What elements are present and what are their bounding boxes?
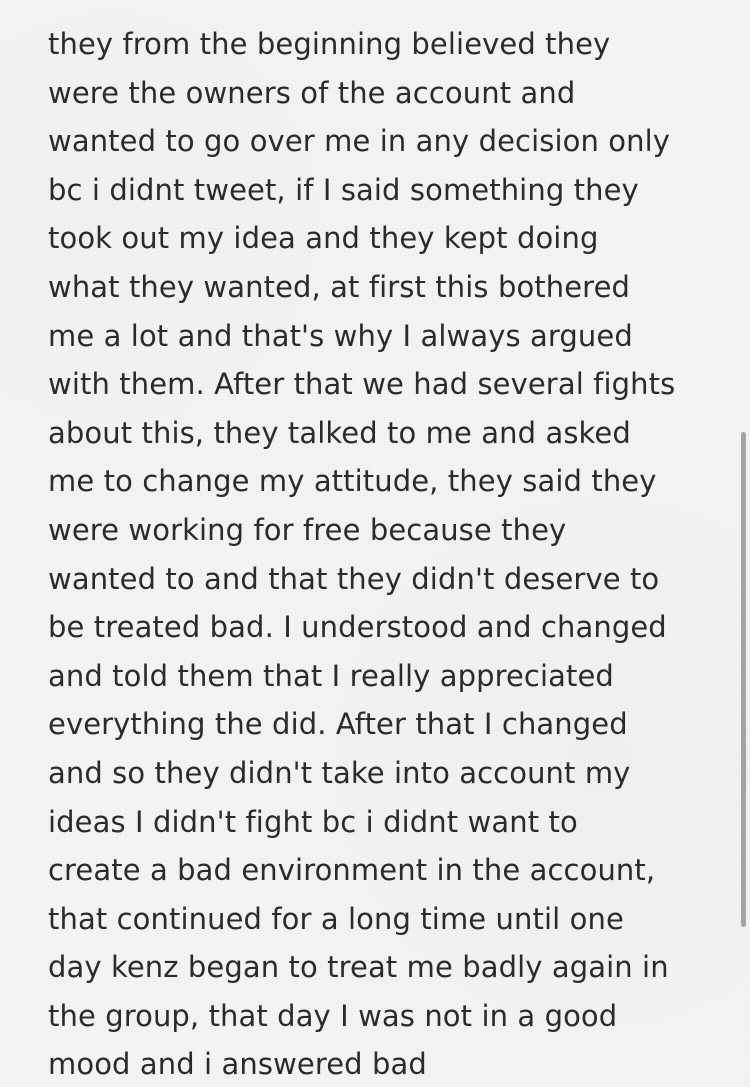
note-line: be treated bad. I understood and changed bbox=[48, 610, 667, 645]
note-line: were the owners of the account and bbox=[48, 75, 576, 110]
note-line: everything the did. After that I changed bbox=[48, 707, 628, 742]
note-line: and so they didn't take into account my bbox=[48, 755, 631, 790]
note-line: that continued for a long time until one bbox=[48, 901, 624, 936]
note-line: what they wanted, at first this bothered bbox=[48, 269, 631, 304]
note-line: create a bad environment in the account, bbox=[48, 853, 656, 888]
note-line: were working for free because they bbox=[48, 512, 567, 547]
note-line: bc i didnt tweet, if I said something they bbox=[48, 172, 639, 207]
note-line: with them. After that we had several fights bbox=[48, 367, 676, 402]
note-line: mood and i answered bad bbox=[48, 1047, 427, 1082]
note-line: they from the beginning believed they bbox=[48, 27, 611, 61]
note-body[interactable] bbox=[48, 20, 728, 1087]
note-line: me to change my attitude, they said they bbox=[48, 464, 657, 499]
note-line: day kenz began to treat me badly again in bbox=[48, 950, 669, 985]
note-line: and told them that I really appreciated bbox=[48, 658, 614, 693]
note-line: the group, that day I was not in a good bbox=[48, 998, 618, 1033]
note-line: ideas I didn't fight bc i didnt want to bbox=[48, 804, 578, 839]
note-line: about this, they talked to me and asked bbox=[48, 415, 631, 450]
vertical-scrollbar[interactable] bbox=[741, 432, 746, 927]
note-line: wanted to and that they didn't deserve to bbox=[48, 561, 660, 596]
note-line: me a lot and that's why I always argued bbox=[48, 318, 633, 353]
note-line: wanted to go over me in any decision only bbox=[48, 124, 670, 159]
note-line: took out my idea and they kept doing bbox=[48, 221, 599, 256]
